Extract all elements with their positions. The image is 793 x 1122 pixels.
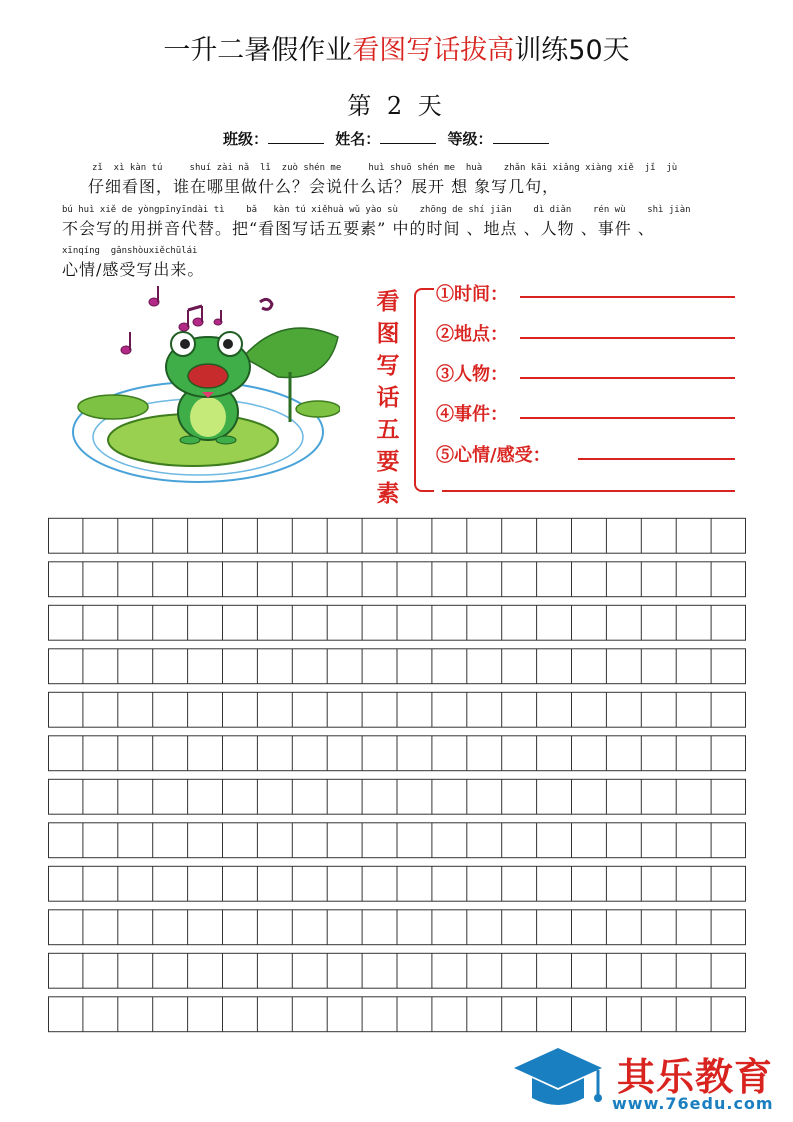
class-blank[interactable]: [268, 129, 324, 144]
student-info-fields: [223, 128, 555, 149]
lily-pad-right: [296, 401, 340, 417]
label-char: 素: [376, 480, 400, 507]
pinyin-line-1: zǐ xì kàn tú shuí zài nǎ lǐ zuò shén me huì shuō shén me huà zhǎn kāi xiǎng xiàng xiě jǐ jù: [92, 163, 678, 173]
name-blank[interactable]: [380, 129, 436, 144]
title-part-1: 一升二暑假作业: [163, 35, 353, 66]
element-extra-line[interactable]: [442, 490, 735, 492]
element-time-label: ①时间：: [436, 284, 508, 305]
frog-foot-right: [216, 436, 236, 444]
frog-pupil-right: [223, 339, 233, 349]
frog-illustration: [68, 272, 340, 494]
frog-belly: [190, 397, 226, 437]
element-event-label: ④事件：: [436, 404, 508, 425]
label-char: 要: [376, 448, 400, 475]
element-people-label: ③人物：: [436, 364, 508, 385]
element-place-label: ②地点：: [436, 324, 508, 345]
pinyin-line-2: bú huì xiě de yòngpīnyīndài tì bǎ kàn tú xiěhuà wǔ yào sù zhōng de shí jiān dì diǎn rén wù shì jiàn: [62, 205, 691, 215]
grade-label: 等级：: [447, 130, 493, 148]
label-char: 写: [376, 352, 400, 379]
frog-foot-left: [180, 436, 200, 444]
label-char: 话: [376, 384, 400, 411]
element-event-line[interactable]: [520, 417, 735, 419]
lotus-leaf-back: [243, 328, 338, 377]
label-char: 五: [376, 416, 400, 443]
name-label: 姓名：: [335, 130, 381, 148]
day-heading: 第 2 天: [347, 92, 446, 120]
frog-pupil-left: [180, 339, 190, 349]
lily-pad-left: [78, 395, 148, 419]
element-feeling-line[interactable]: [578, 458, 735, 460]
title-part-2: 看图写话拔高: [352, 35, 515, 66]
instruction-line-1: 仔细看图，谁在哪里做什么？会说什么话？展开 想 象写几句，: [88, 177, 560, 196]
pinyin-line-3: xīnqíng gǎnshòuxiěchūlái: [62, 246, 198, 256]
elements-bracket: [414, 288, 434, 492]
label-char: 看: [376, 288, 400, 315]
instruction-line-2: 不会写的用拼音代替。把“看图写话五要素” 中的时间 、地点 、人物 、事件 、: [62, 219, 655, 238]
worksheet-title: [0, 28, 793, 67]
label-char: 图: [376, 320, 400, 347]
element-feeling-label: ⑤心情/感受：: [436, 445, 551, 466]
element-people-line[interactable]: [520, 377, 735, 379]
title-part-3: 训练50天: [514, 35, 630, 66]
five-elements-label: [372, 286, 404, 510]
element-time-line[interactable]: [520, 296, 735, 298]
class-label: 班级：: [223, 130, 269, 148]
logo-url[interactable]: www.76edu.com: [612, 1094, 774, 1113]
instruction-line-3: 心情/感受写出来。: [62, 260, 205, 279]
grade-blank[interactable]: [493, 129, 549, 144]
frog-mouth: [188, 364, 228, 388]
logo-name: 其乐教育: [617, 1055, 774, 1099]
writing-grid[interactable]: [48, 514, 746, 1036]
element-place-line[interactable]: [520, 337, 735, 339]
